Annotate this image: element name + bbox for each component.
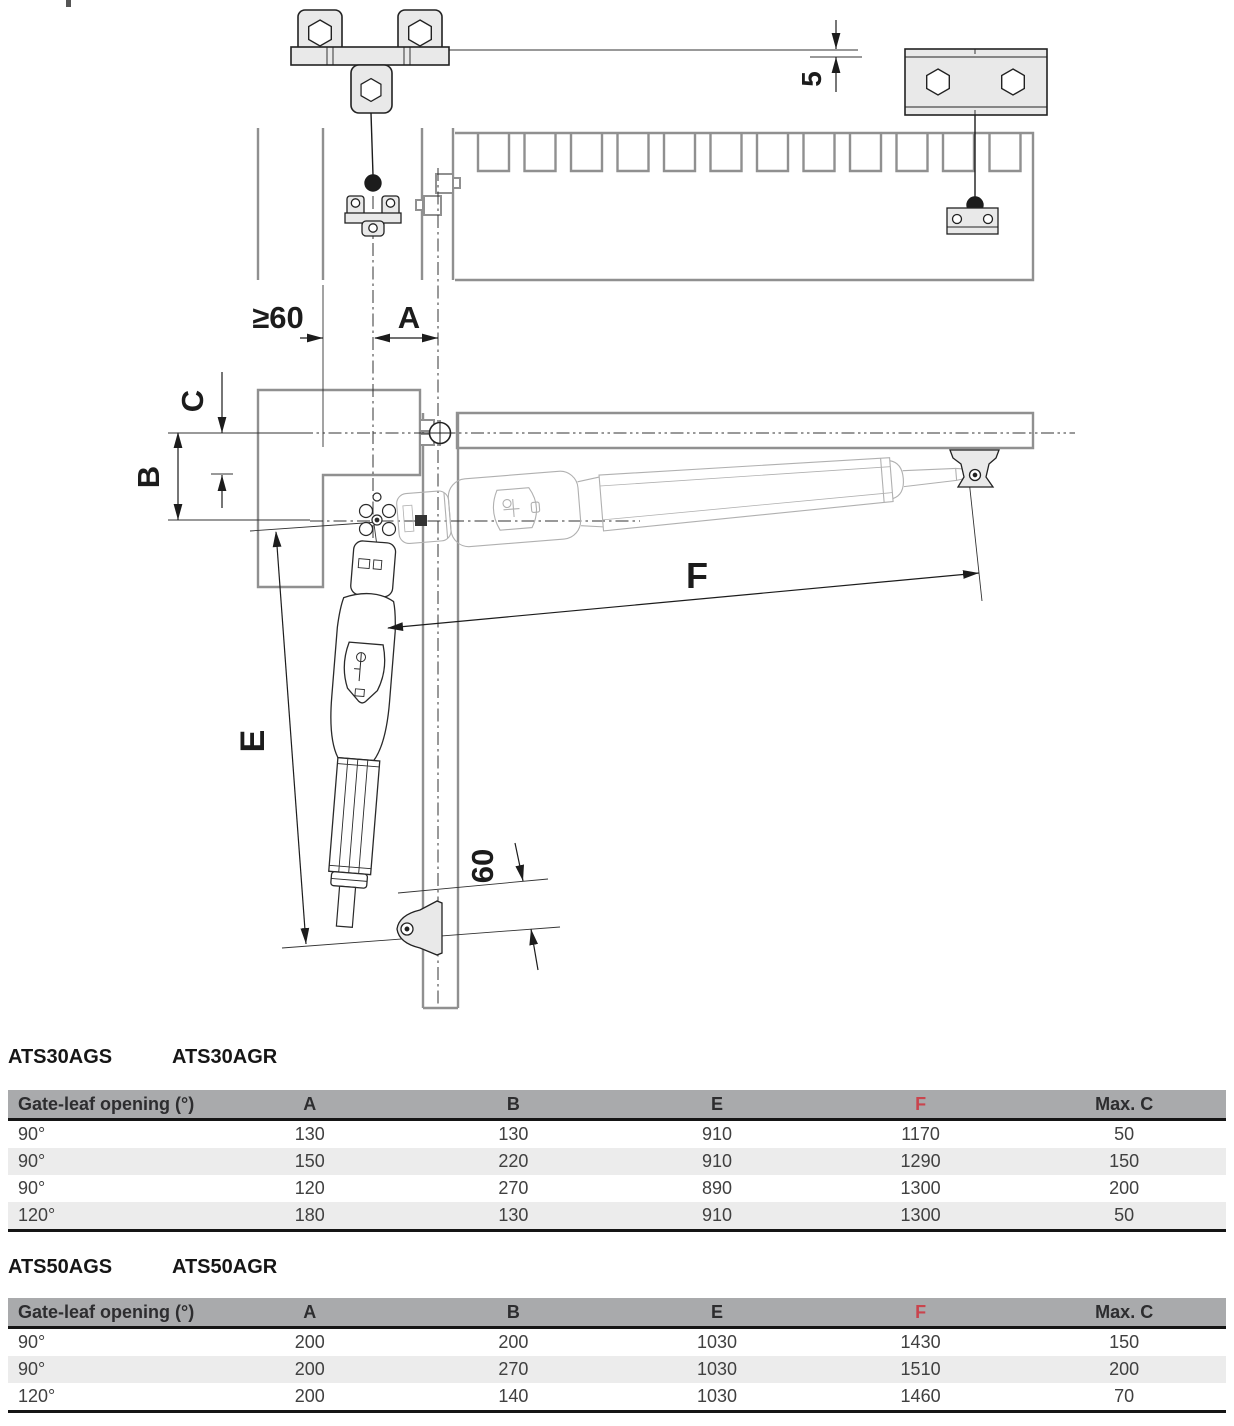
dim-label-f: F bbox=[686, 555, 708, 596]
dim-label-5: 5 bbox=[796, 71, 827, 87]
leader-lines bbox=[365, 113, 983, 213]
front-bracket-closed bbox=[397, 901, 442, 955]
table-cell: 910 bbox=[701, 1124, 732, 1144]
ext-line-f-right bbox=[969, 480, 982, 601]
model-name-ats50agr: ATS50AGR bbox=[172, 1256, 278, 1278]
table-cell: 90° bbox=[18, 1332, 46, 1352]
table-cell: 1300 bbox=[900, 1178, 941, 1198]
page-edge-fragment bbox=[66, 0, 71, 7]
dim-label-60: 60 bbox=[465, 848, 500, 884]
gate-leaf-plan bbox=[455, 133, 1033, 280]
header-e: E bbox=[615, 1298, 819, 1328]
table-cell: 70 bbox=[1022, 1383, 1226, 1412]
table-cell: 890 bbox=[701, 1178, 732, 1198]
table-cell: 150 bbox=[1022, 1148, 1226, 1175]
table-row bbox=[8, 1175, 1226, 1202]
table-cell: 200 bbox=[208, 1383, 412, 1412]
front-bracket-plan-view bbox=[947, 208, 998, 234]
table-cell: 1030 bbox=[615, 1356, 819, 1383]
rear-pivot-holes bbox=[360, 493, 396, 536]
table-cell: 270 bbox=[412, 1356, 616, 1383]
table-cell: 150 bbox=[208, 1148, 412, 1175]
table-cell: 1030 bbox=[615, 1383, 819, 1412]
table-cell: 130 bbox=[498, 1124, 529, 1144]
table-cell: 1170 bbox=[901, 1124, 940, 1144]
header-gate-leaf-opening: Gate-leaf opening (°) bbox=[8, 1090, 208, 1120]
table-cell: 90° bbox=[18, 1178, 46, 1198]
gate-frame-cut-mark bbox=[415, 515, 427, 526]
table-cell: 1510 bbox=[819, 1356, 1023, 1383]
header-b: B bbox=[412, 1090, 616, 1120]
table-cell: 150 bbox=[1109, 1332, 1140, 1352]
model-name-ats50ags: ATS50AGS bbox=[8, 1256, 113, 1278]
table-cell: 140 bbox=[412, 1383, 616, 1412]
header-e: E bbox=[615, 1090, 819, 1120]
table-cell: 130 bbox=[294, 1124, 325, 1144]
table-cell: 1460 bbox=[819, 1383, 1023, 1412]
dim-label-a: A bbox=[397, 300, 421, 335]
model-name-ats30agr: ATS30AGR bbox=[172, 1046, 278, 1068]
table-cell: 200 bbox=[1109, 1178, 1140, 1198]
dim-label-b: B bbox=[131, 465, 166, 489]
table-cell: 50 bbox=[1022, 1202, 1226, 1231]
table-cell: 90° bbox=[8, 1356, 208, 1383]
ext-line-e-top bbox=[250, 522, 378, 531]
table-cell: 220 bbox=[412, 1148, 616, 1175]
table-cell: 180 bbox=[208, 1202, 412, 1231]
axes bbox=[168, 50, 1075, 1005]
table-row bbox=[8, 1356, 1226, 1383]
table-cell: 200 bbox=[498, 1332, 529, 1352]
table-cell: 130 bbox=[412, 1202, 616, 1231]
gate-pickets bbox=[478, 133, 1021, 171]
header-f: F bbox=[819, 1298, 1023, 1328]
table-cell: 1290 bbox=[819, 1148, 1023, 1175]
gate-plate-front-view bbox=[905, 49, 1047, 115]
header-gate-leaf-opening: Gate-leaf opening (°) bbox=[8, 1298, 208, 1328]
table-cell: 200 bbox=[208, 1356, 412, 1383]
header-max-c: Max. C bbox=[1022, 1090, 1226, 1120]
table-cell: 200 bbox=[294, 1332, 325, 1352]
dim-label-c: C bbox=[175, 389, 210, 413]
table-cell: 90° bbox=[8, 1148, 208, 1175]
dimension-table-ats50 bbox=[8, 1298, 1226, 1413]
table-row bbox=[8, 1120, 1226, 1149]
dim-e bbox=[276, 532, 306, 944]
actuator-closed-position bbox=[313, 539, 402, 928]
dim-label-e: E bbox=[234, 729, 272, 753]
leader-dot-left bbox=[365, 175, 381, 191]
table-cell: 90° bbox=[18, 1124, 46, 1144]
table-row bbox=[8, 1383, 1226, 1412]
table-cell: 1030 bbox=[696, 1332, 737, 1352]
table-cell: 910 bbox=[615, 1202, 819, 1231]
dimension-table-ats30 bbox=[8, 1090, 1226, 1232]
table-cell: 910 bbox=[615, 1148, 819, 1175]
table-cell: 50 bbox=[1114, 1124, 1135, 1144]
header-b: B bbox=[412, 1298, 616, 1328]
model-name-ats30ags: ATS30AGS bbox=[8, 1046, 113, 1068]
table-cell: 270 bbox=[498, 1178, 529, 1198]
pillar-edges-upper bbox=[258, 128, 323, 280]
dim-60-upper bbox=[515, 843, 523, 881]
table-header-row bbox=[8, 1090, 1226, 1120]
table-cell: 200 bbox=[1022, 1356, 1226, 1383]
gate-leaf-open bbox=[457, 413, 1033, 448]
actuator-open-position bbox=[395, 438, 973, 552]
table-cell: 1430 bbox=[900, 1332, 941, 1352]
header-f: F bbox=[819, 1090, 1023, 1120]
table-header-row bbox=[8, 1298, 1226, 1328]
header-max-c: Max. C bbox=[1022, 1298, 1226, 1328]
dim-label-min-offset: ≥60 bbox=[252, 300, 304, 335]
table-cell: 120° bbox=[8, 1202, 208, 1231]
table-cell: 120° bbox=[8, 1383, 208, 1412]
table-cell: 120 bbox=[294, 1178, 325, 1198]
dim-f bbox=[388, 573, 979, 628]
table-cell: 1300 bbox=[819, 1202, 1023, 1231]
table-row bbox=[8, 1328, 1226, 1357]
header-a: A bbox=[208, 1090, 412, 1120]
dim-60-lower bbox=[531, 929, 538, 970]
table-row bbox=[8, 1202, 1226, 1231]
table-row bbox=[8, 1148, 1226, 1175]
header-a: A bbox=[208, 1298, 412, 1328]
rear-bracket-front-view bbox=[291, 10, 449, 113]
